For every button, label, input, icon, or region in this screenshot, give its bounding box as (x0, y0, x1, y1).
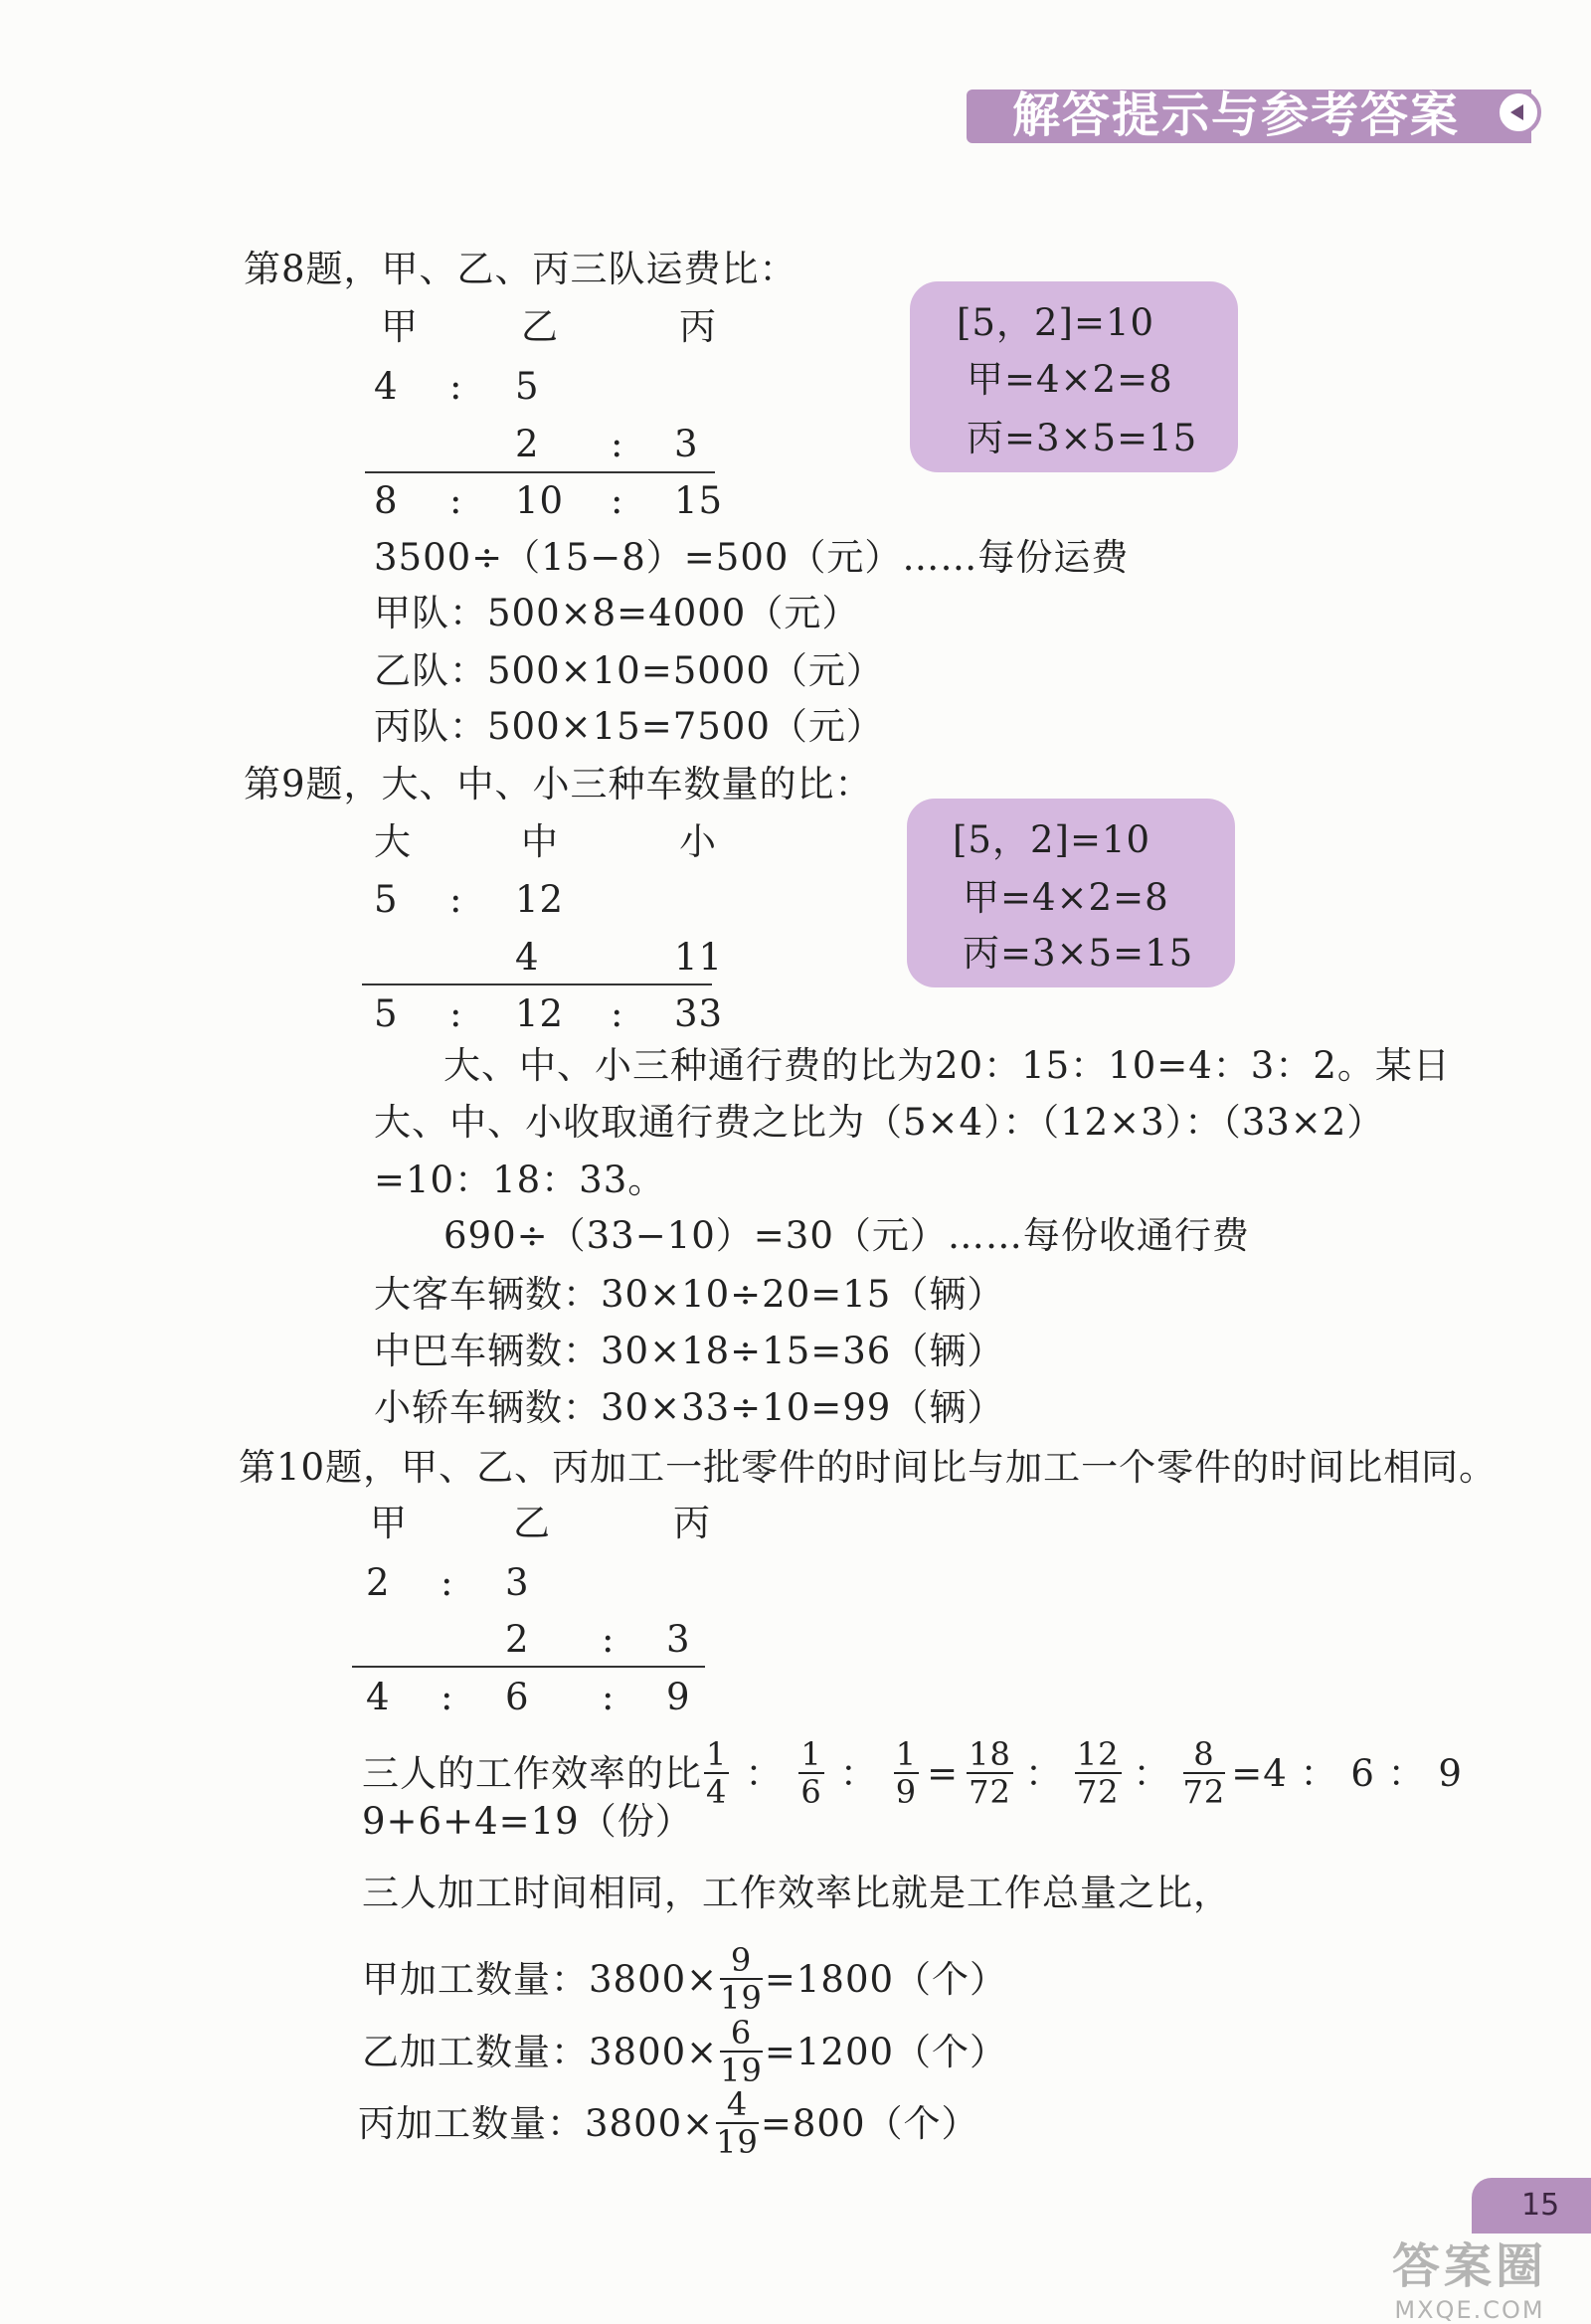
q10-r1-b: 3 (505, 1561, 530, 1604)
q9-r3-b: 12 (515, 992, 565, 1035)
q10-jia-frac: $\frac{9}{19}$ (720, 1941, 763, 2017)
q9-r3-sep2: : (611, 992, 624, 1035)
q10-head-1: 甲 (370, 1502, 408, 1544)
q10-title: 第10题，甲、乙、丙加工一批零件的时间比与加工一个零件的时间比相同。 (239, 1446, 1498, 1489)
q10-jia-post: =1800（个） (764, 1957, 1008, 2001)
q10-r2-sep: : (602, 1618, 616, 1661)
q9-divider (362, 983, 712, 985)
watermark-url: MXQE.COM (1394, 2296, 1545, 2324)
q8-box-line-1: [5，2]=10 (957, 301, 1155, 344)
q8-line-4: 丙队：500×15=7500（元） (374, 705, 884, 748)
q9-r1-b: 12 (515, 878, 565, 921)
triangle-left-icon (1496, 89, 1541, 135)
q9-r2-b: 11 (674, 936, 724, 979)
q9-head-2: 中 (521, 820, 559, 863)
header-title: 解答提示与参考答案 (1012, 88, 1461, 143)
q10-r1-sep: : (441, 1561, 454, 1604)
q9-r3-sep1: : (449, 992, 463, 1035)
q10-efficiency-line (362, 1735, 1463, 1811)
q8-divider (365, 471, 715, 473)
page-number: 15 (1521, 2188, 1560, 2223)
q9-r1-sep: : (449, 878, 463, 921)
q10-yi-post: =1200（个） (764, 2030, 1008, 2073)
q10-frac-2: $\frac{1}{6}$ (800, 1735, 822, 1811)
q10-r3-b: 6 (505, 1676, 530, 1718)
q10-eff-sep-3: ： (1024, 1751, 1063, 1795)
q8-title: 第8题，甲、乙、丙三队运费比： (244, 248, 797, 290)
q9-line-2: 大客车辆数：30×10÷20=15（辆） (374, 1273, 1005, 1316)
q10-frac-3: $\frac{1}{9}$ (895, 1735, 918, 1811)
q10-eff-prefix: 三人的工作效率的比 (362, 1751, 702, 1795)
q8-r2-b: 3 (674, 423, 699, 465)
q8-r3-sep1: : (449, 479, 463, 522)
q9-r2-a: 4 (515, 936, 540, 979)
q9-r3-a: 5 (374, 992, 399, 1035)
q10-r3-sep1: : (441, 1676, 454, 1718)
q10-bing-line (358, 2085, 979, 2161)
q8-line-1: 3500÷（15−8）=500（元）……每份运费 (374, 536, 1130, 579)
q9-line-1: 690÷（33−10）=30（元）……每份收通行费 (443, 1214, 1250, 1257)
q10-jia-pre: 甲加工数量：3800× (362, 1957, 719, 2001)
q8-r1-sep: : (449, 365, 463, 408)
q10-head-2: 乙 (513, 1502, 551, 1544)
q10-bing-post: =800（个） (760, 2101, 979, 2145)
q8-r3-b: 10 (515, 479, 565, 522)
q10-yi-pre: 乙加工数量：3800× (362, 2030, 719, 2073)
q8-head-3: 丙 (679, 305, 717, 348)
q10-same-time: 三人加工时间相同，工作效率比就是工作总量之比， (362, 1872, 1231, 1914)
q10-frac-5: $\frac{12}{72}$ (1076, 1735, 1120, 1811)
q8-r3-c: 15 (674, 479, 724, 522)
q10-eff-result: =4 ： 6 ： 9 (1231, 1751, 1463, 1795)
q10-r3-a: 4 (366, 1676, 391, 1718)
q10-yi-line (362, 2014, 1008, 2089)
q9-head-1: 大 (374, 820, 412, 863)
q10-jia-line (362, 1941, 1008, 2017)
q10-r3-sep2: : (602, 1676, 616, 1718)
watermark-text: 答案圈 (1392, 2238, 1548, 2294)
q10-r1-a: 2 (366, 1561, 391, 1604)
q9-box-line-2: 甲=4×2=8 (963, 876, 1169, 919)
q10-bing-pre: 丙加工数量：3800× (358, 2101, 715, 2145)
q8-r1-a: 4 (374, 365, 399, 408)
q10-frac-6: $\frac{8}{72}$ (1182, 1735, 1226, 1811)
q10-eff-sep-4: ： (1133, 1751, 1171, 1795)
q9-line-4: 小轿车辆数：30×33÷10=99（辆） (374, 1386, 1005, 1429)
q8-r3-a: 8 (374, 479, 399, 522)
q8-r1-b: 5 (515, 365, 540, 408)
watermark-logo (1392, 2228, 1547, 2324)
q10-frac-4: $\frac{18}{72}$ (969, 1735, 1011, 1811)
q10-frac-1: $\frac{1}{4}$ (706, 1735, 728, 1811)
q9-para-3: =10：18：33。 (374, 1159, 666, 1201)
q9-line-3: 中巴车辆数：30×18÷15=36（辆） (374, 1330, 1005, 1372)
q10-head-3: 丙 (673, 1502, 711, 1544)
q9-r3-c: 33 (674, 992, 724, 1035)
q9-para-2: 大、中、小收取通行费之比为（5×4）：（12×3）：（33×2） (374, 1101, 1385, 1144)
q8-head-1: 甲 (381, 305, 419, 348)
q9-r1-a: 5 (374, 878, 399, 921)
q8-line-2: 甲队：500×8=4000（元） (374, 592, 860, 634)
q10-divider (352, 1666, 705, 1668)
q10-r2-a: 2 (505, 1618, 530, 1661)
q9-para-1: 大、中、小三种通行费的比为20：15：10=4：3：2。某日 (443, 1044, 1451, 1087)
q10-eff-sep-1: ： (745, 1751, 784, 1795)
q8-box-line-3: 丙=3×5=15 (967, 417, 1198, 459)
q8-head-2: 乙 (521, 305, 559, 348)
q10-sum: 9+6+4=19（份） (362, 1800, 693, 1843)
q10-yi-frac: $\frac{6}{19}$ (720, 2014, 763, 2089)
q8-r2-sep: : (611, 423, 624, 465)
q10-r2-b: 3 (666, 1618, 691, 1661)
q8-r3-sep2: : (611, 479, 624, 522)
q8-line-3: 乙队：500×10=5000（元） (374, 649, 884, 692)
q10-eff-eq: = (927, 1751, 960, 1795)
q10-bing-frac: $\frac{4}{19}$ (716, 2085, 759, 2161)
q10-r3-c: 9 (666, 1676, 691, 1718)
q8-box-line-2: 甲=4×2=8 (967, 358, 1173, 401)
q9-title: 第9题，大、中、小三种车数量的比： (244, 763, 873, 805)
q9-box-line-3: 丙=3×5=15 (963, 932, 1194, 975)
q8-r2-a: 2 (515, 423, 540, 465)
q9-head-3: 小 (679, 820, 717, 863)
q9-box-line-1: [5，2]=10 (953, 818, 1151, 861)
q10-eff-sep-2: ： (839, 1751, 878, 1795)
